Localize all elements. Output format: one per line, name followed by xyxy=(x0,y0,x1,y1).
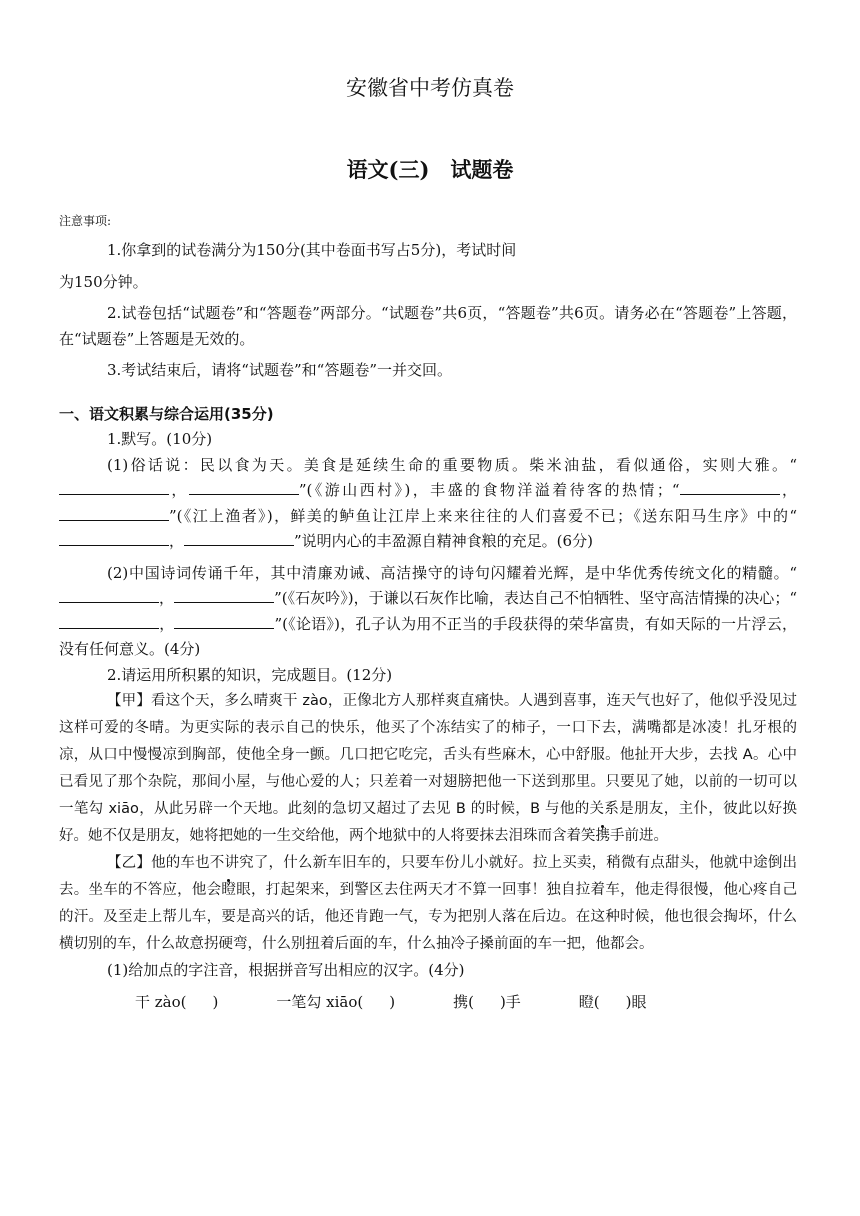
passage-jia xyxy=(59,688,797,850)
answer-blank[interactable] xyxy=(59,612,159,629)
question-1-part-2: (2)中国诗词传诵千年，其中清廉劝诫、高洁操守的诗句闪耀着光辉，是中华优秀传统文化的精髓。“， ”(《石灰吟》)，于谦以石灰作比喻，表达自己不怕牺牲、坚守高洁情操的决心；“， ”(《论语》)，孔子认为用不正当的手段获得的荣华富贵，有如天际的一片浮云，没有任何意义。(4分) xyxy=(59,563,797,658)
answer-blank[interactable] xyxy=(174,586,274,603)
q1-p2-text-c: ”(《论语》)，孔子认为用不正当的手段获得的荣华富贵，有如天际的一片浮云，没有任何意义。(4分) xyxy=(59,614,797,658)
answer-blank[interactable] xyxy=(189,478,299,495)
q1-p1-text-b: ”(《游山西村》)，丰盛的食物洋溢着待客的热情；“ xyxy=(298,481,680,499)
question-2-label: 2.请运用所积累的知识，完成题目。(12分) xyxy=(107,665,393,684)
answer-blank[interactable] xyxy=(680,478,740,495)
notice-item-1: 1.你拿到的试卷满分为150分(其中卷面书写占5分)，考试时间 xyxy=(107,241,517,259)
notice-heading: 注意事项: xyxy=(59,214,112,228)
passage-jia-text: 看这个天，多么晴爽干 zào，正像北方人那样爽直痛快。人遇到喜事，连天气也好了，他似乎没见过这样可爱的冬晴。为更实际的表示自己的快乐，他买了个冻结实了的柿子，一口下去，满嘴都是冰凌！扎牙根的凉，从口中慢慢凉到胸部，使他全身一颤。几口把它吃完，舌头有些麻木，心中舒服。他扯开大步，去找 A。心中已看见了那个杂院，那间小屋，与他心爱的人；只差着一对翅膀把他一下送到那里。只要见了她，以前的一切可以一笔勾 xiāo，从此另辟一个天地。此刻的急切又超过了去见 B 的时候，B 与他的关系是朋友，主仆，彼此以好换好。她不仅是朋友，她将把她的一生交给他，两个地狱中的人将要抹去泪珠而含着笑 xyxy=(59,693,797,844)
q1-p2-text-b: ”(《石灰吟》)，于谦以石灰作比喻，表达自己不怕牺牲、坚守高洁情操的决心；“ xyxy=(274,589,797,607)
passage-jia-tag: 【甲】 xyxy=(107,693,151,709)
exam-body xyxy=(59,210,797,1015)
answer-blank[interactable] xyxy=(59,478,169,495)
question-1-label: 1.默写。(10分) xyxy=(107,430,213,448)
answer-blank[interactable] xyxy=(740,478,780,495)
passage-yi xyxy=(59,850,797,958)
passage-jia-text-end: 手前进。 xyxy=(610,828,668,844)
exam-title: 安徽省中考仿真卷 xyxy=(346,76,514,100)
passage-yi-text: 他的车也不讲究了，什么新车旧车的，只要车份儿小就好。拉上买卖，稍微有点甜头，他就中途倒出去。坐车的不答应，他会 xyxy=(59,855,798,898)
dotted-char-deng: 瞪 xyxy=(221,882,237,898)
pinyin-item: 一笔勾 xiāo( ) xyxy=(276,992,396,1011)
q1-p1-text-c: ”(《江上渔者》)，鲜美的鲈鱼让江岸上来来往往的人们喜爱不已；《送东阳马生序》中的“ xyxy=(169,506,797,525)
dotted-char-xie: 携 xyxy=(595,828,610,844)
answer-blank[interactable] xyxy=(59,586,159,603)
q1-p1-text-a: (1)俗话说：民以食为天。美食是延续生命的重要物质。柴米油盐，看似通俗，实则大雅。 xyxy=(107,455,790,474)
answer-blank[interactable] xyxy=(174,612,274,629)
question-1-part-1: (1)俗话说：民以食为天。美食是延续生命的重要物质。柴米油盐，看似通俗，实则大雅。“， ”(《游山西村》)，丰盛的食物洋溢着待客的热情；“ ，”(《江上渔者》)，鲜美的鲈鱼让江岸上来来往往的人们喜爱不已；《送东阳马生序》中的“， ”说明内心的丰盈源自精神食粮的充足。(6分) xyxy=(59,453,797,555)
passage-yi-tag: 【乙】 xyxy=(107,855,152,871)
q1-p2-text-a: (2)中国诗词传诵千年，其中清廉劝诫、高洁操守的诗句闪耀着光辉，是中华优秀传统文化的精髓。“ xyxy=(107,563,797,582)
exam-subtitle: 语文(三) 试题卷 xyxy=(346,157,514,182)
pinyin-items xyxy=(59,990,797,1016)
pinyin-item: 瞪( )眼 xyxy=(578,992,647,1011)
passage-yi-text-end: 眼，打起架来，到警区去住两天才不算一回事！独自拉着车，他走得很慢，他心疼自己的汗。及至走上帮儿车，要是高兴的话，他还肯跑一气，专为把别人落在后边。在这种时候，他也很会掏坏，什么横切别的车，什么故意拐硬弯，什么别扭着后面的车，什么抽冷子搡前面的车一把，他都会。 xyxy=(59,882,798,952)
section-heading: 一、语文积累与综合运用(35分) xyxy=(59,404,274,423)
answer-blank[interactable] xyxy=(59,504,169,521)
pinyin-item: 干 zào( ) xyxy=(135,992,219,1011)
answer-blank[interactable] xyxy=(184,529,294,546)
answer-blank[interactable] xyxy=(59,529,169,546)
notice-item-2: 2.试卷包括“试题卷”和“答题卷”两部分。“试题卷”共6页，“答题卷”共6页。请务必在“答题卷”上答题，在“试题卷”上答题是无效的。 xyxy=(59,304,797,348)
notice-item-3: 3.考试结束后，请将“试题卷”和“答题卷”一并交回。 xyxy=(107,361,452,379)
q1-p1-text-d: ”说明内心的丰盈源自精神食粮的充足。(6分) xyxy=(294,532,593,550)
notice-item-1-cont: 为150分钟。 xyxy=(59,272,148,291)
pinyin-item: 携( )手 xyxy=(453,992,521,1011)
sub-question-1: (1)给加点的字注音，根据拼音写出相应的汉字。(4分) xyxy=(107,961,465,979)
